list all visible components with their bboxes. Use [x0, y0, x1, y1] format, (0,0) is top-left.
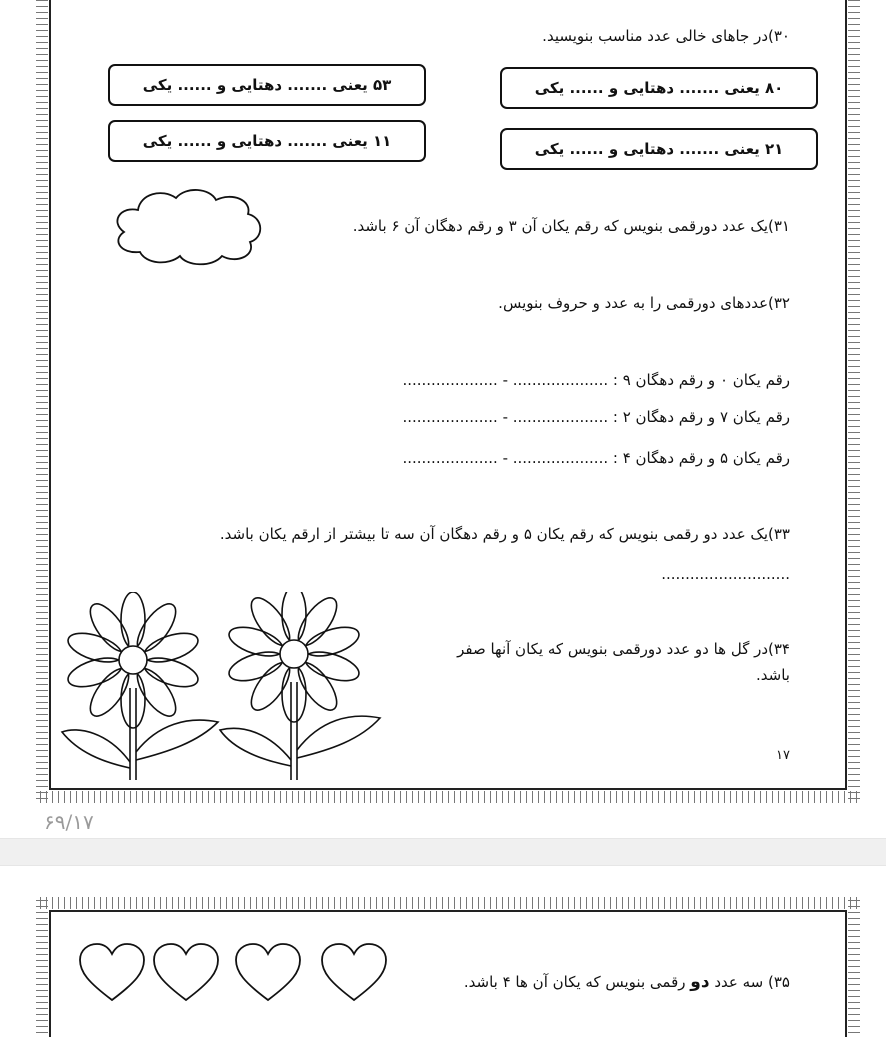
page1-border-right — [848, 0, 860, 800]
flowers-illustration — [58, 592, 384, 788]
q34-line-1: ۳۴)در گل ها دو عدد دورقمی بنویس که یکان آنها صفر — [457, 640, 790, 658]
q32-row-3: رقم یکان ۵ و رقم دهگان ۴ : .................... - .................... — [402, 449, 790, 467]
q30-box-21: ۲۱ یعنی ....... دهتایی و ...... یکی — [500, 128, 818, 170]
page2-border-right-inner — [845, 910, 847, 1037]
q34-line-2: باشد. — [756, 666, 790, 684]
q35-suffix: رقمی بنویس که یکان آن ها ۴ باشد. — [463, 973, 686, 991]
page1-border-bottom — [40, 791, 862, 803]
page2-border-right — [848, 900, 860, 1037]
footer-page-number: ۶۹/۱۷ — [44, 810, 94, 834]
q31-text: ۳۱)یک عدد دورقمی بنویس که رقم یکان آن ۳ و رقم دهگان آن ۶ باشد. — [352, 217, 790, 235]
q33-text: ۳۳)یک عدد دو رقمی بنویس که رقم یکان ۵ و رقم دهگان آن سه تا بیشتر از ارقم یکان باشد. — [219, 525, 790, 543]
cloud-answer-shape — [110, 186, 266, 268]
page-divider — [0, 838, 886, 866]
q30-box-11: ۱۱ یعنی ....... دهتایی و ...... یکی — [108, 120, 426, 162]
q30-box-80: ۸۰ یعنی ....... دهتایی و ...... یکی — [500, 67, 818, 109]
worksheet-page-2 — [0, 864, 886, 1037]
q35-text — [464, 972, 790, 992]
page1-border-left-inner — [49, 0, 51, 790]
q32-row-2: رقم یکان ۷ و رقم دهگان ۲ : .................... - .................... — [402, 408, 790, 426]
q30-title: ۳۰)در جاهای خالی عدد مناسب بنویسید. — [542, 27, 790, 45]
page2-border-top-inner — [49, 910, 847, 912]
page2-border-left-inner — [49, 910, 51, 1037]
q32-title: ۳۲)عددهای دورقمی را به عدد و حروف بنویس. — [498, 294, 790, 312]
page-number: ۱۷ — [776, 748, 790, 763]
page1-border-right-inner — [845, 0, 847, 790]
page2-border-left — [36, 900, 48, 1037]
q30-box-53: ۵۳ یعنی ....... دهتایی و ...... یکی — [108, 64, 426, 106]
q33-answer-dots: ........................... — [661, 565, 790, 583]
q35-bold-word: دو — [690, 972, 710, 992]
page1-border-left — [36, 0, 48, 800]
q35-prefix: ۳۵) سه عدد — [714, 973, 790, 991]
q32-row-1: رقم یکان ۰ و رقم دهگان ۹ : .................... - .................... — [402, 371, 790, 389]
hearts-illustration — [78, 942, 390, 1004]
page1-border-bottom-inner — [49, 788, 847, 790]
page2-border-top — [40, 897, 862, 909]
